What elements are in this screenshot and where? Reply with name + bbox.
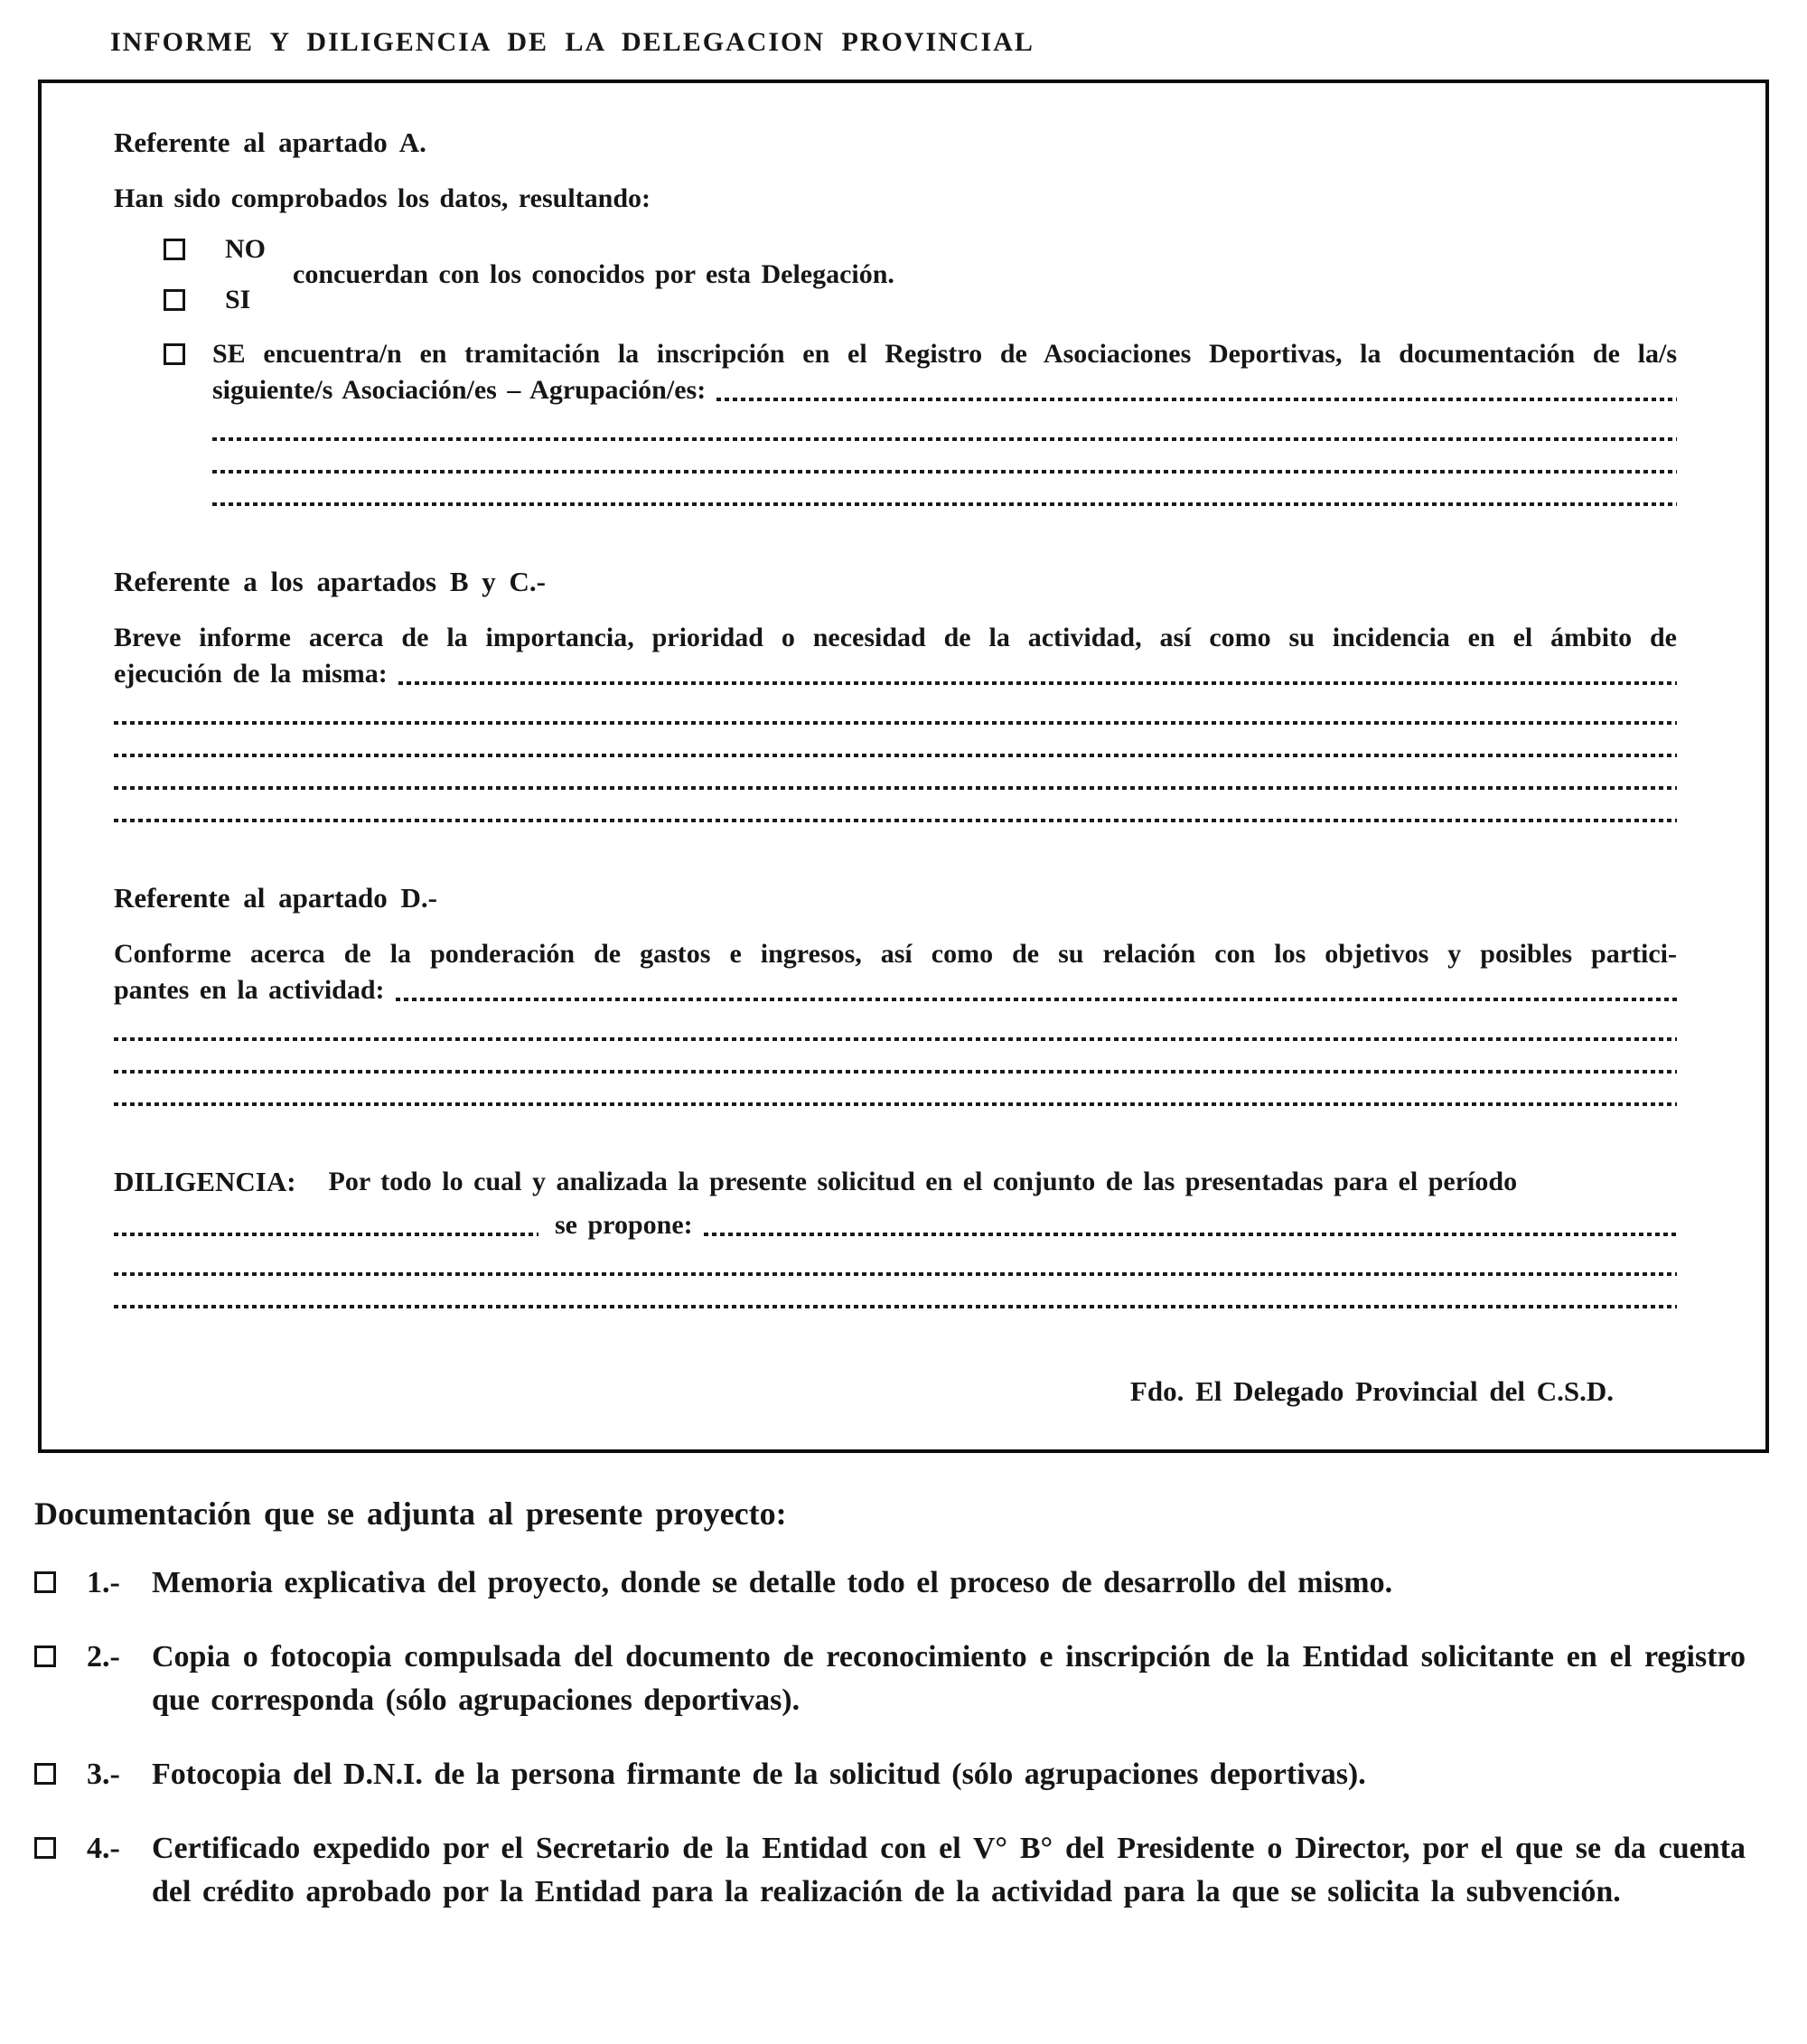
attachment-number-1: 1.- <box>87 1566 120 1599</box>
diligencia-propone: se propone: <box>555 1210 693 1240</box>
attachment-item-4 <box>34 1827 1753 1914</box>
fill-line <box>114 1243 1677 1276</box>
option-si-label: SI <box>225 285 251 314</box>
document-title: INFORME Y DILIGENCIA DE LA DELEGACION PROVINCIAL <box>110 27 1035 57</box>
attachment-checkbox-2[interactable] <box>34 1646 56 1667</box>
section-d-line1: Conforme acerca de la ponderación de gastos e ingresos, así como de su relación con los objetivos y posibles partici- <box>114 939 1677 969</box>
signature-line: Fdo. El Delegado Provincial del C.S.D. <box>1129 1375 1614 1407</box>
attachments-heading: Documentación que se adjunta al presente proyecto: <box>34 1495 787 1532</box>
section-a-intro: Han sido comprobados los datos, resultando: <box>114 183 651 213</box>
options-group-no-si <box>114 231 1677 318</box>
diligencia-label: DILIGENCIA: <box>114 1166 296 1197</box>
section-bc-line2-row <box>114 656 1677 692</box>
attachment-item-1 <box>34 1561 1753 1605</box>
section-d-heading: Referente al apartado D.- <box>114 882 437 914</box>
fill-line <box>704 1233 1677 1236</box>
fill-line <box>114 1074 1677 1106</box>
attachment-text-4: Certificado expedido por el Secretario de la Entidad con el V° B° del Presidente o Director, por el que se da cuenta del crédito aprobado por la Entidad para la realización de la actividad para la que se solicita la subvención. <box>152 1832 1746 1908</box>
fill-line <box>114 1041 1677 1074</box>
fill-line <box>212 473 1677 506</box>
checkbox-si[interactable] <box>164 289 185 311</box>
options-caption: concuerdan con los conocidos por esta Delegación. <box>293 259 894 289</box>
fill-line <box>212 408 1677 441</box>
attachment-text-2: Copia o fotocopia compulsada del documento de reconocimiento e inscripción de la Entidad solicitante en el registro que corresponda (sólo agrupaciones deportivas). <box>152 1640 1746 1717</box>
attachment-number-4: 4.- <box>87 1832 120 1865</box>
option-se-line2-row <box>212 372 1677 408</box>
option-no <box>164 231 266 267</box>
section-bc-heading: Referente a los apartados B y C.- <box>114 566 546 597</box>
attachment-checkbox-1[interactable] <box>34 1571 56 1593</box>
attachments-section <box>34 1495 1753 1914</box>
attachment-checkbox-4[interactable] <box>34 1837 56 1859</box>
informe-box <box>38 80 1769 1453</box>
fill-line <box>398 681 1677 685</box>
attachment-text-3: Fotocopia del D.N.I. de la persona firmante de la solicitud (sólo agrupaciones deportivas). <box>152 1758 1366 1791</box>
diligencia-line1: Por todo lo cual y analizada la presente solicitud en el conjunto de las presentadas para el período <box>328 1167 1518 1196</box>
attachment-number-3: 3.- <box>87 1758 120 1791</box>
fill-line <box>212 441 1677 473</box>
fill-line <box>114 692 1677 725</box>
section-apartados-b-c <box>114 564 1677 822</box>
section-diligencia <box>114 1164 1677 1308</box>
checkbox-no[interactable] <box>164 239 185 260</box>
option-se-text <box>212 336 1677 506</box>
checkbox-se[interactable] <box>164 343 185 365</box>
fill-line <box>716 398 1677 401</box>
attachment-number-2: 2.- <box>87 1640 120 1674</box>
fill-line <box>114 790 1677 822</box>
option-se-tramitacion <box>114 336 1677 506</box>
option-no-label: NO <box>225 234 266 264</box>
section-a-heading: Referente al apartado A. <box>114 127 426 158</box>
section-bc-line2: ejecución de la misma: <box>114 659 388 689</box>
section-d-line2: pantes en la actividad: <box>114 975 385 1005</box>
option-se-line2: siguiente/s Asociación/es – Agrupación/es: <box>212 375 707 405</box>
section-apartado-d <box>114 880 1677 1106</box>
option-si <box>164 282 266 318</box>
option-se-line1: SE encuentra/n en tramitación la inscripción en el Registro de Asociaciones Deportivas, la documentación de la/s <box>212 339 1677 369</box>
fill-line <box>114 1276 1677 1308</box>
fill-line <box>114 757 1677 790</box>
fill-line <box>114 725 1677 757</box>
attachment-item-2 <box>34 1636 1753 1722</box>
fill-line <box>114 1233 538 1236</box>
diligencia-line2-row <box>114 1207 1677 1243</box>
diligencia-line1-row <box>114 1164 1677 1200</box>
fill-line <box>114 1008 1677 1041</box>
attachment-checkbox-3[interactable] <box>34 1763 56 1785</box>
fill-line <box>396 998 1677 1001</box>
attachment-item-3 <box>34 1753 1753 1796</box>
attachment-text-1: Memoria explicativa del proyecto, donde se detalle todo el proceso de desarrollo del mismo. <box>152 1566 1393 1599</box>
section-bc-line1: Breve informe acerca de la importancia, prioridad o necesidad de la actividad, así como su incidencia en el ámbito de <box>114 623 1677 652</box>
options-column <box>164 231 266 318</box>
section-apartado-a <box>114 125 1677 506</box>
section-d-line2-row <box>114 972 1677 1008</box>
